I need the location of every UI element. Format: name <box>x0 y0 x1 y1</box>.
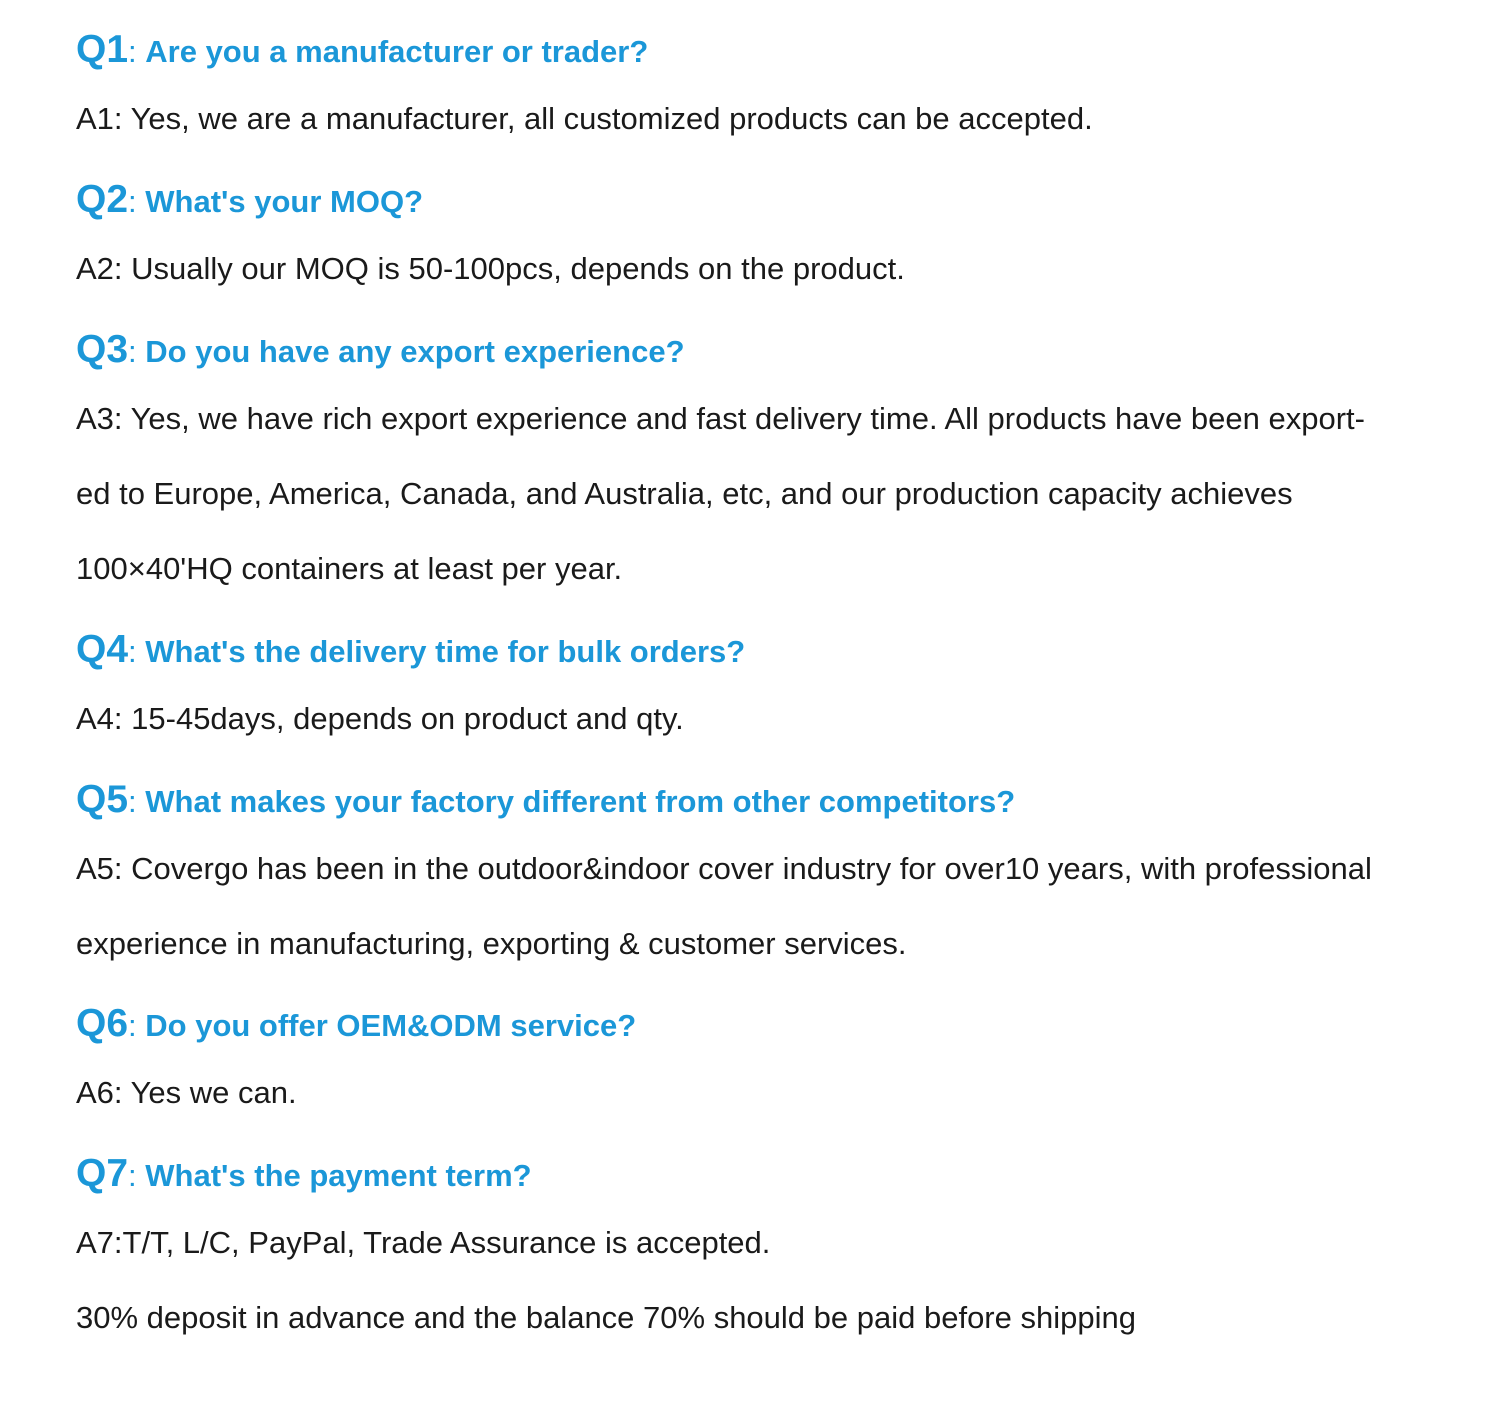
question-text: What's your MOQ? <box>145 184 424 219</box>
question-text: Do you have any export experience? <box>145 334 685 369</box>
question-number: Q7 <box>76 1152 129 1195</box>
question-text: What makes your factory different from other competitors? <box>145 784 1016 819</box>
answer-1-line-1: A1: Yes, we are a manufacturer, all customized products can be accepted. <box>76 101 1093 136</box>
answer-3-line-2: ed to Europe, America, Canada, and Australia, etc, and our production capacity achieves <box>76 476 1293 511</box>
answer-7-line-1: A7:T/T, L/C, PayPal, Trade Assurance is accepted. <box>76 1225 771 1260</box>
answer-6-line-1: A6: Yes we can. <box>76 1075 297 1110</box>
question-1: Q1: Are you a manufacturer or trader? <box>76 28 649 71</box>
answer-5-line-2: experience in manufacturing, exporting & customer services. <box>76 926 907 961</box>
question-6: Q6: Do you offer OEM&ODM service? <box>76 1002 637 1045</box>
question-number: Q2 <box>76 178 129 221</box>
question-text: Do you offer OEM&ODM service? <box>145 1008 637 1043</box>
question-5: Q5: What makes your factory different from other competitors? <box>76 778 1016 821</box>
question-text: What's the delivery time for bulk orders? <box>145 634 746 669</box>
answer-4-line-1: A4: 15-45days, depends on product and qty. <box>76 701 684 736</box>
answer-7-line-2: 30% deposit in advance and the balance 70% should be paid before shipping <box>76 1300 1136 1335</box>
question-number: Q5 <box>76 778 129 821</box>
question-3: Q3: Do you have any export experience? <box>76 328 685 371</box>
question-7: Q7: What's the payment term? <box>76 1152 532 1195</box>
answer-5-line-1: A5: Covergo has been in the outdoor&indoor cover industry for over10 years, with professional <box>76 851 1372 886</box>
question-number: Q3 <box>76 328 129 371</box>
answer-3-line-3: 100×40'HQ containers at least per year. <box>76 551 623 586</box>
question-text: What's the payment term? <box>145 1158 532 1193</box>
question-number: Q6 <box>76 1002 129 1045</box>
question-number: Q1 <box>76 28 129 71</box>
answer-3-line-1: A3: Yes, we have rich export experience and fast delivery time. All products have been export- <box>76 401 1365 436</box>
question-4: Q4: What's the delivery time for bulk orders? <box>76 628 746 671</box>
question-2: Q2: What's your MOQ? <box>76 178 424 221</box>
question-number: Q4 <box>76 628 129 671</box>
question-text: Are you a manufacturer or trader? <box>145 34 649 69</box>
answer-2-line-1: A2: Usually our MOQ is 50-100pcs, depends on the product. <box>76 251 905 286</box>
